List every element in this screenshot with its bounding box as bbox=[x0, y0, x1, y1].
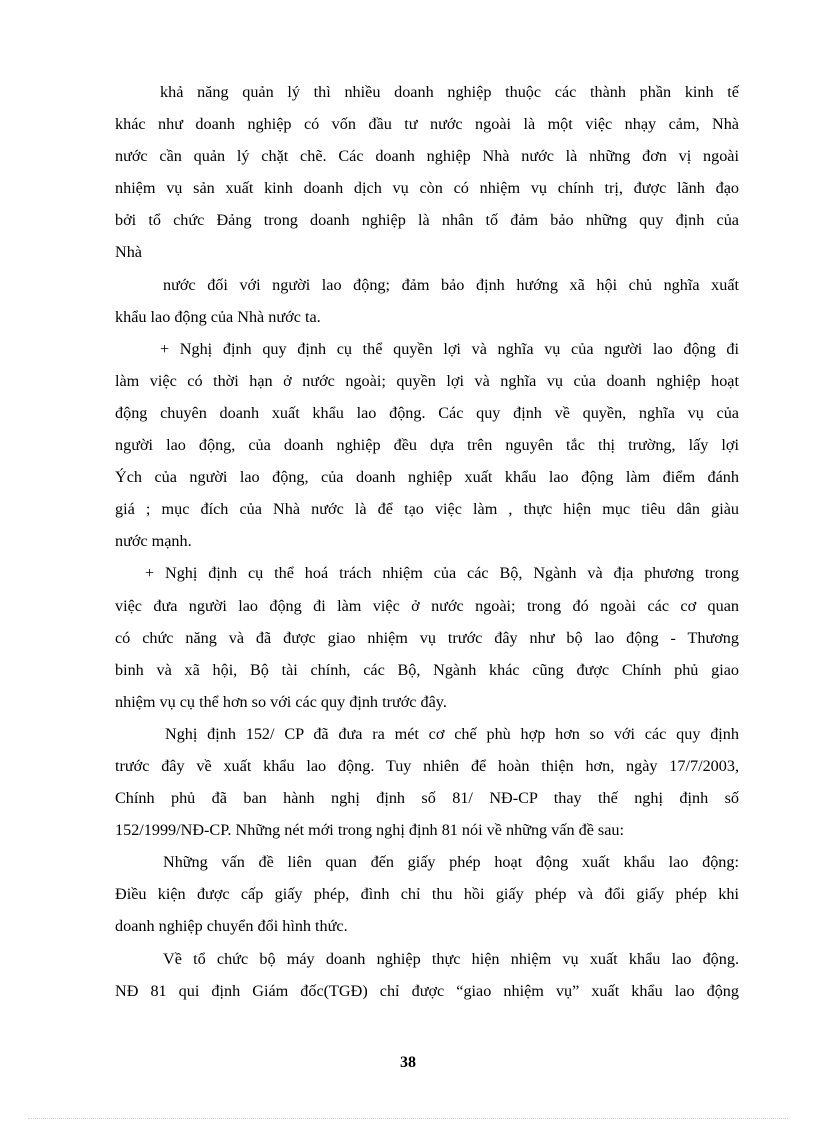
text-line: binh và xã hội, Bộ tài chính, các Bộ, Ngành khác cũng được Chính phủ giao bbox=[115, 660, 739, 679]
text-line: Nhà bbox=[115, 243, 142, 262]
text-line: nước đối với người lao động; đảm bảo định hướng xã hội chủ nghĩa xuất bbox=[163, 275, 739, 294]
text-line: làm việc có thời hạn ở nước ngoài; quyền lợi và nghĩa vụ của doanh nghiệp hoạt bbox=[115, 371, 739, 390]
body-text bbox=[115, 76, 739, 1007]
text-line: khả năng quản lý thì nhiều doanh nghiệp thuộc các thành phần kinh tế bbox=[160, 83, 739, 101]
text-line: 152/1999/NĐ-CP. Những nét mới trong nghị định 81 nói về những vấn đề sau: bbox=[115, 821, 625, 840]
text-line: việc đưa người lao động đi làm việc ở nước ngoài; trong đó ngoài các cơ quan bbox=[115, 596, 739, 615]
text-line: nước mạnh. bbox=[115, 532, 192, 551]
text-line: Chính phủ đã ban hành nghị định số 81/ NĐ-CP thay thế nghị định số bbox=[115, 789, 739, 808]
text-line: khẩu lao động của Nhà nước ta. bbox=[115, 307, 321, 326]
text-line: NĐ 81 qui định Giám đốc(TGĐ) chỉ được “giao nhiệm vụ” xuất khẩu lao động bbox=[115, 981, 739, 1000]
page-number: 38 bbox=[400, 1054, 416, 1071]
text-line: có chức năng và đã được giao nhiệm vụ trước đây như bộ lao động - Thương bbox=[115, 628, 739, 647]
text-line: nước cần quản lý chặt chẽ. Các doanh nghiệp Nhà nước là những đơn vị ngoài bbox=[115, 147, 739, 166]
text-line: động chuyên doanh xuất khẩu lao động. Các quy định về quyền, nghĩa vụ của bbox=[115, 403, 739, 422]
text-line: doanh nghiệp chuyển đổi hình thức. bbox=[115, 917, 348, 936]
text-line: + Nghị định quy định cụ thể quyền lợi và nghĩa vụ của người lao động đi bbox=[160, 339, 739, 358]
footer-divider bbox=[28, 1118, 788, 1119]
text-line: Về tổ chức bộ máy doanh nghiệp thực hiện nhiệm vụ xuất khẩu lao động. bbox=[163, 949, 739, 968]
text-line: + Nghị định cụ thể hoá trách nhiệm của các Bộ, Ngành và địa phương trong bbox=[145, 564, 739, 583]
text-line: Ých của người lao động, của doanh nghiệp xuất khẩu lao động làm điểm đánh bbox=[115, 468, 739, 487]
text-line: bởi tổ chức Đảng trong doanh nghiệp là nhân tố đảm bảo những quy định của bbox=[115, 211, 739, 230]
text-line: nhiệm vụ cụ thể hơn so với các quy định trước đây. bbox=[115, 692, 447, 711]
text-line: giá ; mục đích của Nhà nước là để tạo việc làm , thực hiện mục tiêu dân giàu bbox=[115, 500, 739, 519]
text-line: trước đây về xuất khẩu lao động. Tuy nhiên để hoàn thiện hơn, ngày 17/7/2003, bbox=[115, 756, 739, 775]
text-line: Điều kiện được cấp giấy phép, đình chỉ thu hồi giấy phép và đổi giấy phép khi bbox=[115, 885, 739, 904]
text-line: Nghị định 152/ CP đã đưa ra mét cơ chế phù hợp hơn so với các quy định bbox=[165, 724, 739, 743]
text-line: nhiệm vụ sản xuất kinh doanh dịch vụ còn có nhiệm vụ chính trị, được lãnh đạo bbox=[115, 179, 739, 198]
text-line: khác như doanh nghiệp có vốn đầu tư nước ngoài là một việc nhạy cảm, Nhà bbox=[115, 115, 739, 134]
text-line: người lao động, của doanh nghiệp đều dựa trên nguyên tắc thị trường, lấy lợi bbox=[115, 436, 739, 455]
text-line: Những vấn đề liên quan đến giấy phép hoạt động xuất khẩu lao động: bbox=[163, 853, 739, 872]
